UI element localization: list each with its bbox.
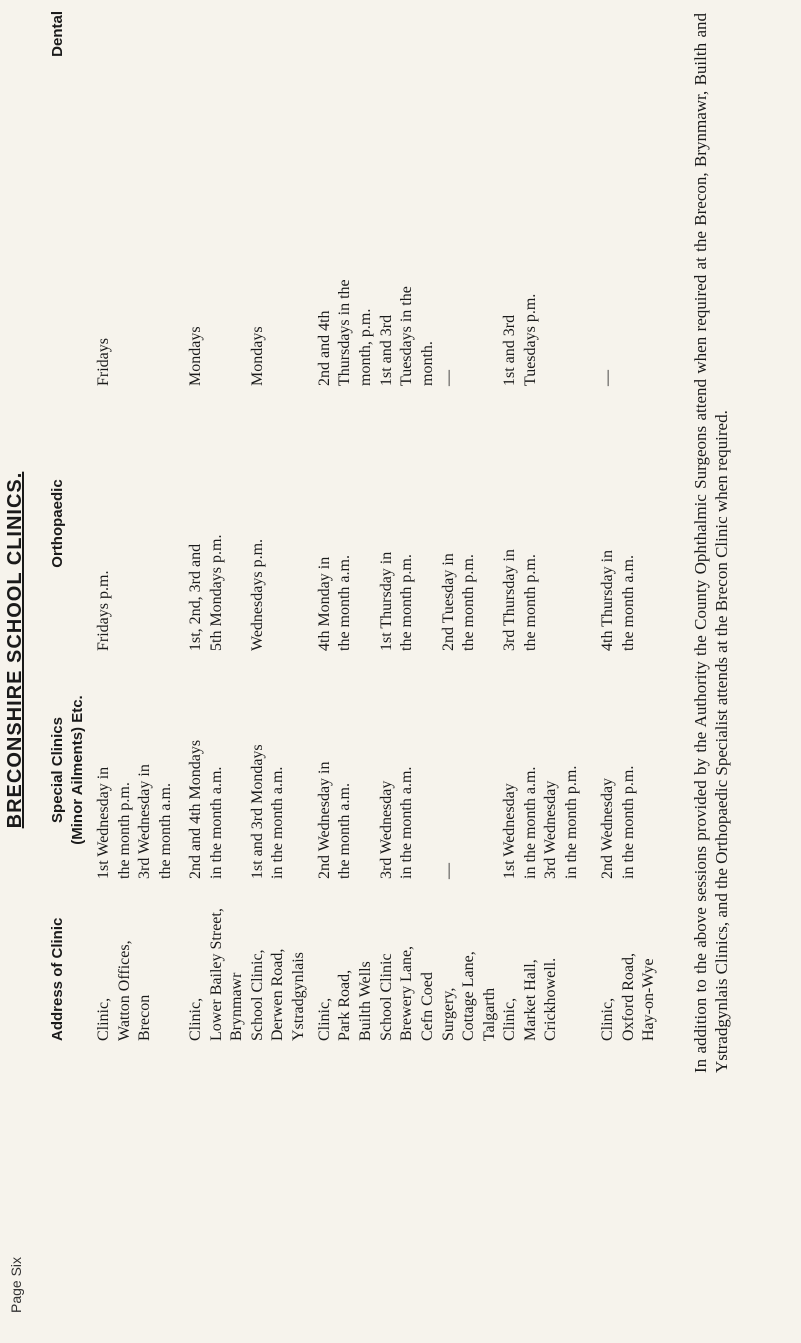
- cell-special: 1st and 3rd Mondays in the month a.m.: [248, 744, 286, 879]
- table-row: [315, 5, 377, 1045]
- cell-special: 1st Wednesday in the month p.m. 3rd Wednesday in the month a.m.: [95, 764, 174, 879]
- cell-dental: Mondays: [248, 326, 266, 386]
- cell-dental: 1st and 3rd Tuesdays p.m.: [501, 293, 539, 386]
- table-row: [439, 5, 501, 1045]
- header-spacer: [48, 157, 94, 390]
- header-special: [48, 655, 94, 883]
- cell-orthopaedic: 1st Thursday in the month p.m.: [377, 551, 415, 651]
- header-orthopaedic-label: Orthopaedic: [49, 479, 66, 568]
- cell-dental: Mondays: [187, 326, 204, 386]
- table-row: [248, 5, 315, 1045]
- cell-address: School Clinic Brewery Lane, Cefn Coed: [377, 945, 436, 1041]
- cell-orthopaedic: Fridays p.m.: [95, 570, 112, 651]
- cell-orthopaedic: 4th Thursday in the month a.m.: [599, 549, 637, 651]
- cell-special: 2nd Wednesday in the month a.m.: [315, 761, 353, 879]
- cell-dental: 1st and 3rd Tuesdays in the month.: [377, 286, 436, 386]
- table-row: [598, 5, 672, 1045]
- cell-address: School Clinic, Derwen Road, Ystradgynlais: [248, 948, 307, 1041]
- cell-address: Clinic, Market Hall, Crickhowell.: [501, 957, 559, 1041]
- table-row: [377, 5, 439, 1045]
- cell-address: Clinic, Watton Offices, Brecon: [95, 940, 153, 1041]
- cell-orthopaedic: 2nd Tuesday in the month p.m.: [439, 553, 477, 651]
- header-orthopaedic: [48, 390, 94, 655]
- page-title: BRECONSHIRE SCHOOL CLINICS.: [4, 471, 26, 829]
- header-special-line2: (Minor Ailments) Etc.: [69, 695, 86, 845]
- footnote: In addition to the above sessions provided by the Authority the County Ophthalmic Surgeons attend when required at the Brecon, Brynmawr, Builth and Ystradgynlais Clinics, and the Orthopaedic Specialist attends at the Brecon Clinic when required.: [691, 13, 731, 1073]
- cell-special: 3rd Wednesday in the month a.m.: [377, 766, 415, 879]
- header-row: [48, 5, 94, 1045]
- cell-orthopaedic: Wednesdays p.m.: [248, 538, 266, 651]
- cell-dental: —: [439, 370, 457, 386]
- cell-orthopaedic: 1st, 2nd, 3rd and 5th Mondays p.m.: [187, 534, 225, 651]
- cell-address: Clinic, Lower Bailey Street, Brynmawr: [187, 908, 245, 1041]
- cell-address: Clinic, Park Road, Builth Wells: [315, 961, 374, 1041]
- header-address: [48, 883, 94, 1045]
- cell-address: Surgery, Cottage Lane, Talgarth: [439, 951, 498, 1041]
- header-address-label: Address of Clinic: [49, 917, 66, 1041]
- header-special-line1: Special Clinics: [49, 717, 66, 823]
- cell-orthopaedic: 4th Monday in the month a.m.: [315, 555, 353, 651]
- clinics-table: [48, 5, 672, 1045]
- cell-special: —: [439, 863, 457, 879]
- header-dental: [48, 5, 94, 157]
- header-dental-label: Dental: [49, 11, 66, 57]
- cell-dental: 2nd and 4th Thursdays in the month, p.m.: [315, 279, 374, 386]
- cell-dental: Fridays: [95, 338, 112, 386]
- cell-special: 2nd and 4th Mondays in the month a.m.: [187, 739, 225, 879]
- cell-address: Clinic, Oxford Road, Hay-on-Wye: [599, 953, 657, 1041]
- table-row: [94, 5, 186, 1045]
- cell-dental: —: [599, 370, 616, 386]
- cell-orthopaedic: 3rd Thursday in the month p.m.: [501, 549, 539, 651]
- table-row: [500, 5, 598, 1045]
- table-row: [186, 5, 248, 1045]
- cell-special: 1st Wednesday in the month a.m. 3rd Wednesday in the month p.m.: [501, 765, 580, 879]
- page-number: Page Six: [8, 1256, 24, 1313]
- cell-special: 2nd Wednesday in the month p.m.: [599, 765, 637, 879]
